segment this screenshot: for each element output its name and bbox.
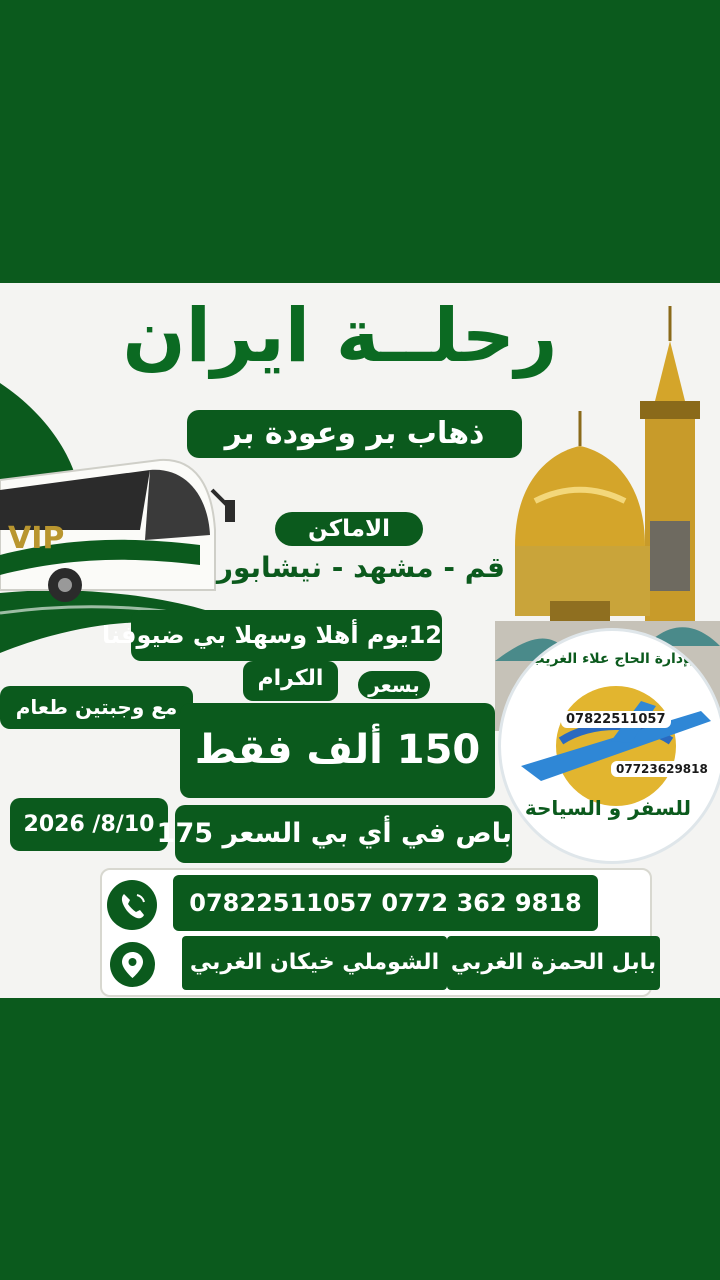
logo-agency-name: للسفر و السياحة [524,796,691,820]
logo-phone-1: 07822511057 [561,711,671,728]
phone-numbers-pill[interactable]: 07822511057 0772 362 9818 [173,875,598,931]
trip-date-pill: 2026 /8/10 [10,798,168,851]
logo-arc-text: بإدارة الحاج علاء الغريب [530,651,694,667]
welcome-line1-pill: 12يوم أهلا وسهلا بي ضيوفنا [131,610,442,661]
vip-bus-price-pill: باص في أي بي السعر 175 [175,805,512,863]
welcome-line2-pill: الكرام [243,661,338,701]
meals-pill: مع وجبتين طعام [0,686,193,729]
trip-poster [0,283,720,998]
location-pin-icon [110,942,155,987]
logo-phone-2: 07723629818 [611,761,713,777]
bus-vip-badge: VIP [8,521,65,556]
agency-logo [498,628,720,864]
price-prefix-pill: بسعر [358,671,430,699]
location-right-pill: بابل الحمزة الغربي [447,936,660,990]
location-left-pill: الشوملي خيكان الغربي [182,936,447,990]
poster-title: رحلــة ايران [122,293,558,379]
subtitle-pill: ذهاب بر وعودة بر [187,410,522,458]
places-label-pill: الاماكن [275,512,423,546]
phone-icon [107,880,157,930]
places-text: قم - مشهد - نيشابور [216,551,505,584]
price-box: 150 ألف فقط [180,703,495,798]
